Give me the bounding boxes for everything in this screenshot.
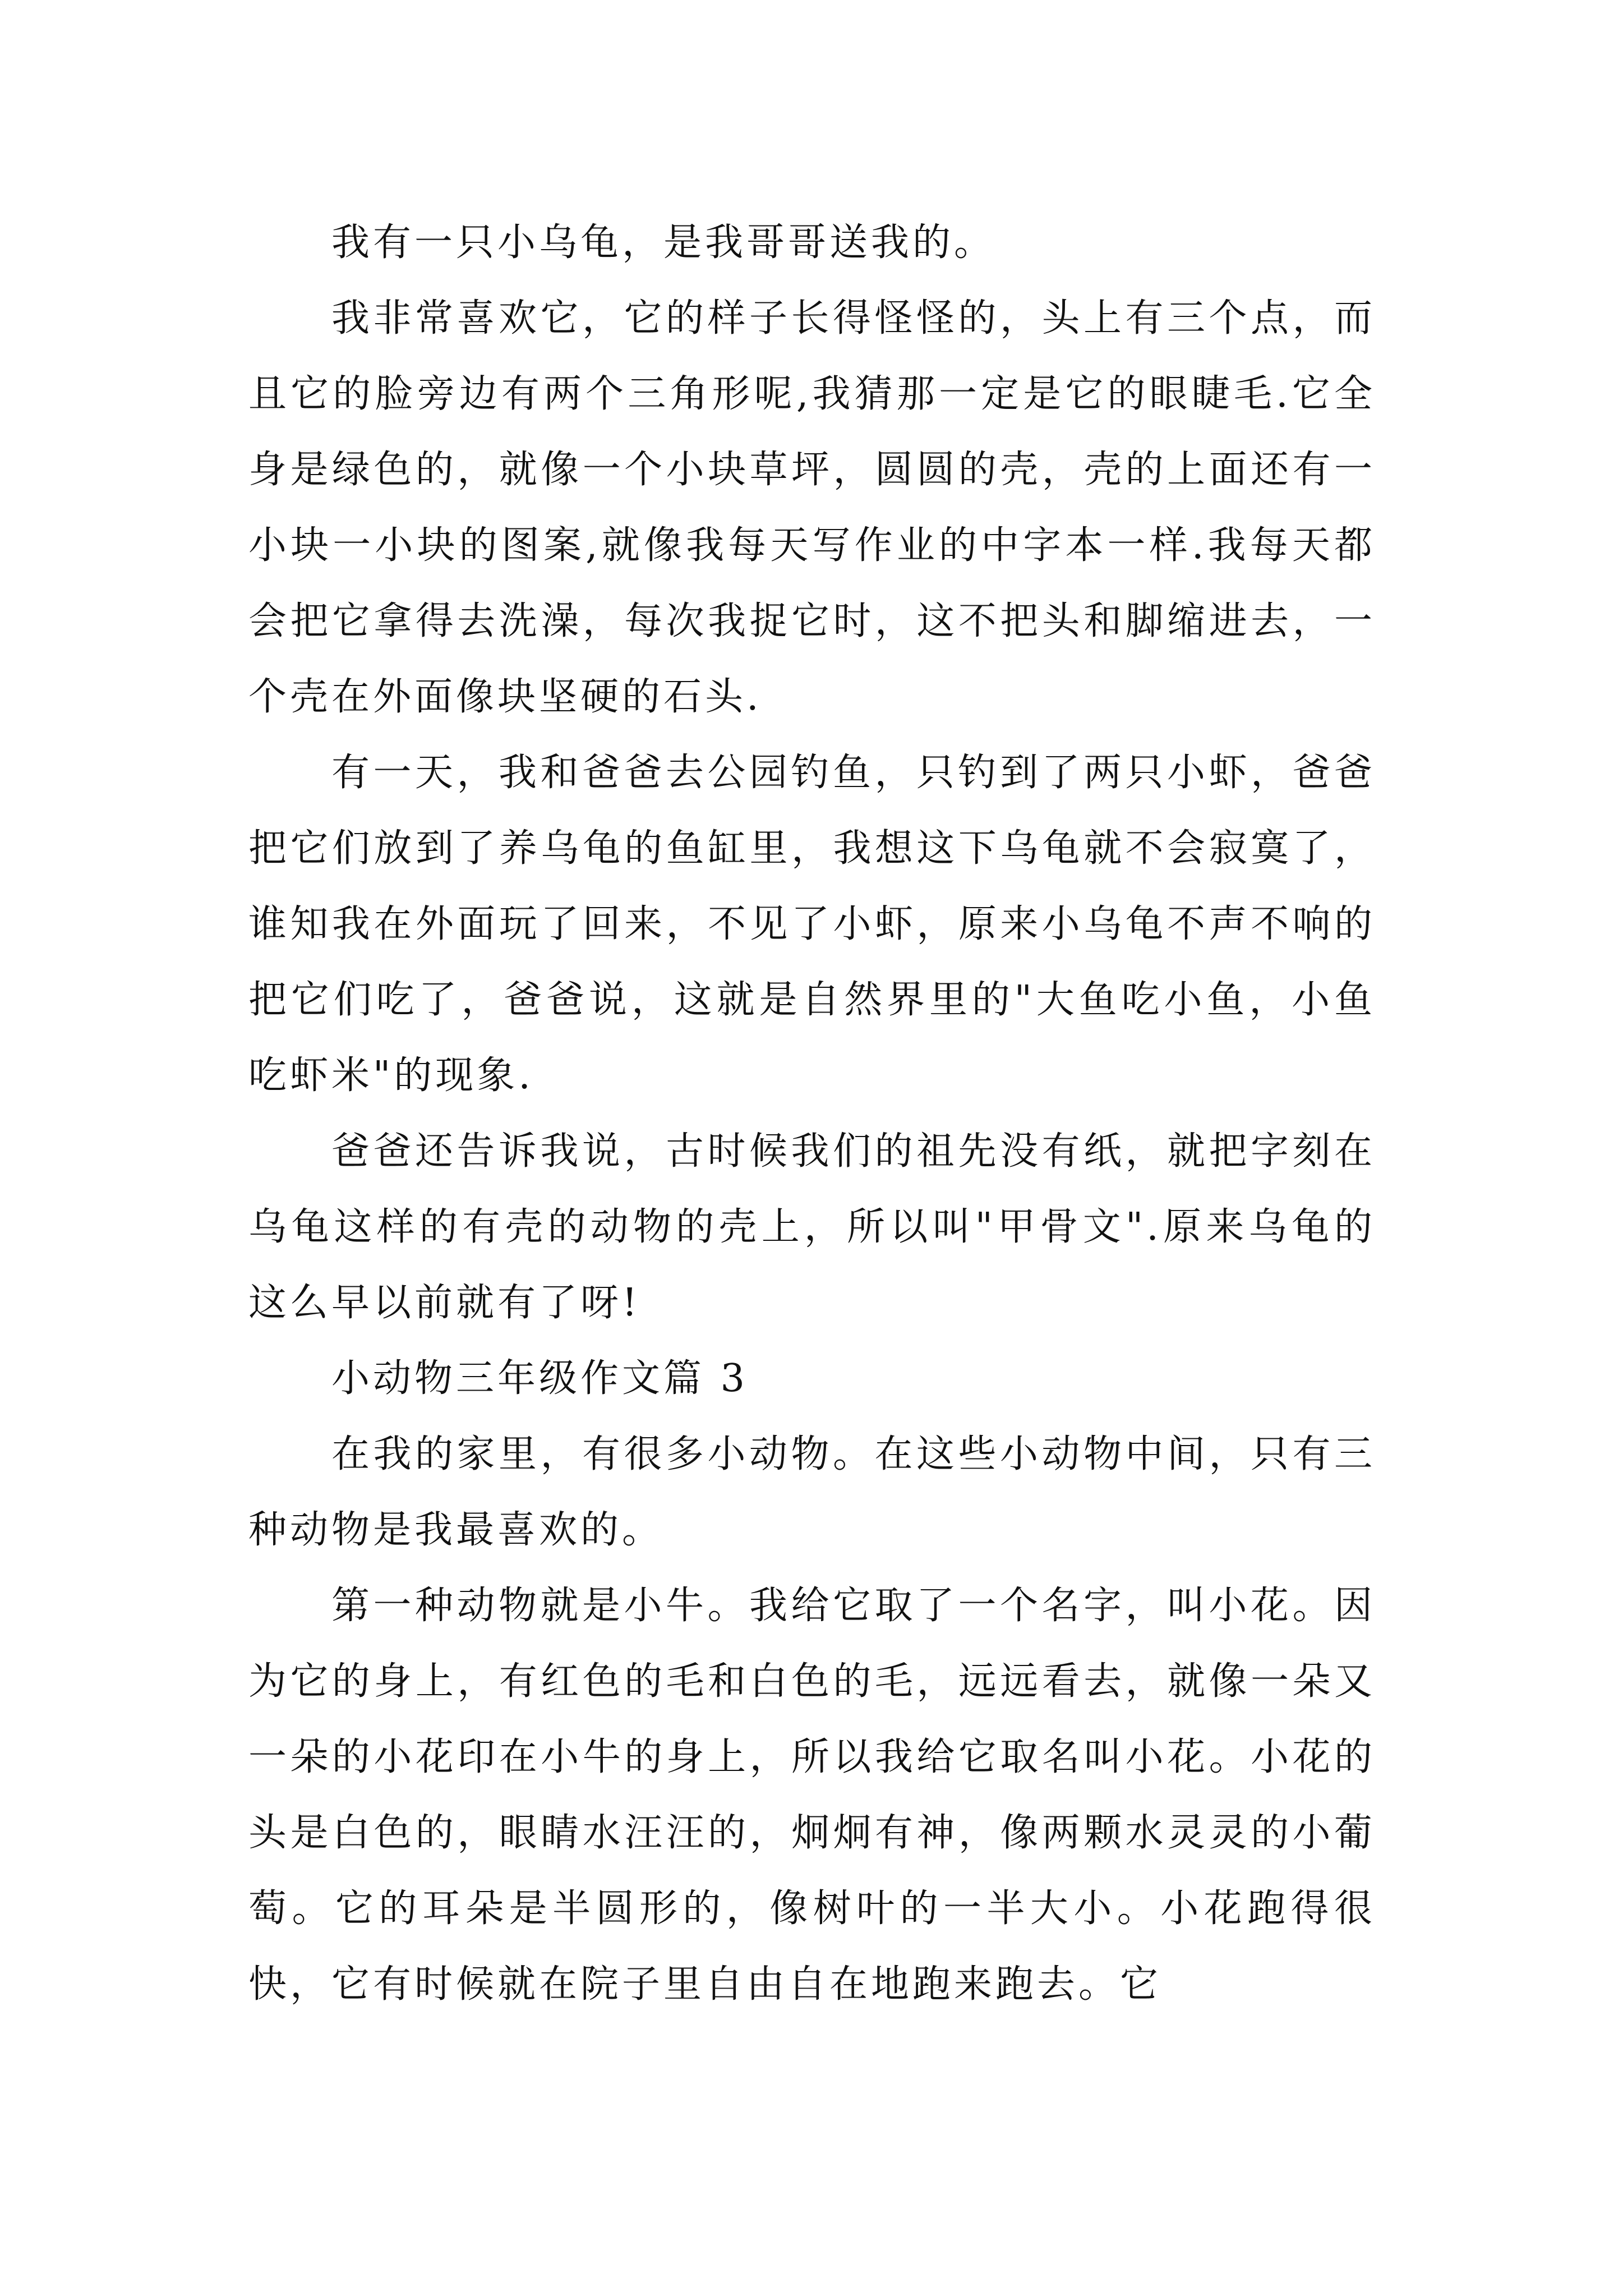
paragraph-fishing-story: 有一天，我和爸爸去公园钓鱼，只钓到了两只小虾，爸爸把它们放到了养乌龟的鱼缸里，我想这下乌龟就不会寂寞了，谁知我在外面玩了回来，不见了小虾，原来小乌龟不声不响的把它们吃了，爸爸说，这就是自然界里的"大鱼吃小鱼，小鱼吃虾米"的现象. — [248, 751, 1376, 1098]
section-heading: 小动物三年级作文篇 3 — [331, 1356, 748, 1401]
essay-body — [248, 205, 1376, 2022]
paragraph-turtle-appearance: 我非常喜欢它，它的样子长得怪怪的，头上有三个点，而且它的脸旁边有两个三角形呢,我猜那一定是它的眼睫毛.它全身是绿色的，就像一个小块草坪，圆圆的壳，壳的上面还有一小块一小块的图案,就像我每天写作业的中字本一样.我每天都会把它拿得去洗澡，每次我捉它时，这不把头和脚缩进去，一个壳在外面像块坚硬的石头. — [248, 296, 1376, 719]
paragraph-turtle-intro: 我有一只小乌龟，是我哥哥送我的。 — [331, 220, 996, 265]
paragraph-oracle-bones: 爸爸还告诉我说，古时候我们的祖先没有纸，就把字刻在乌龟这样的有壳的动物的壳上，所以叫"甲骨文".原来乌龟的这么早以前就有了呀! — [248, 1129, 1376, 1325]
paragraph-home-animals: 在我的家里，有很多小动物。在这些小动物中间，只有三种动物是我最喜欢的。 — [248, 1432, 1376, 1552]
paragraph-calf-xiaohua: 第一种动物就是小牛。我给它取了一个名字，叫小花。因为它的身上，有红色的毛和白色的毛，远远看去，就像一朵又一朵的小花印在小牛的身上，所以我给它取名叫小花。小花的头是白色的，眼睛水汪汪的，炯炯有神，像两颗水灵灵的小葡萄。它的耳朵是半圆形的，像树叶的一半大小。小花跑得很快，它有时候就在院子里自由自在地跑来跑去。它 — [248, 1584, 1376, 2007]
